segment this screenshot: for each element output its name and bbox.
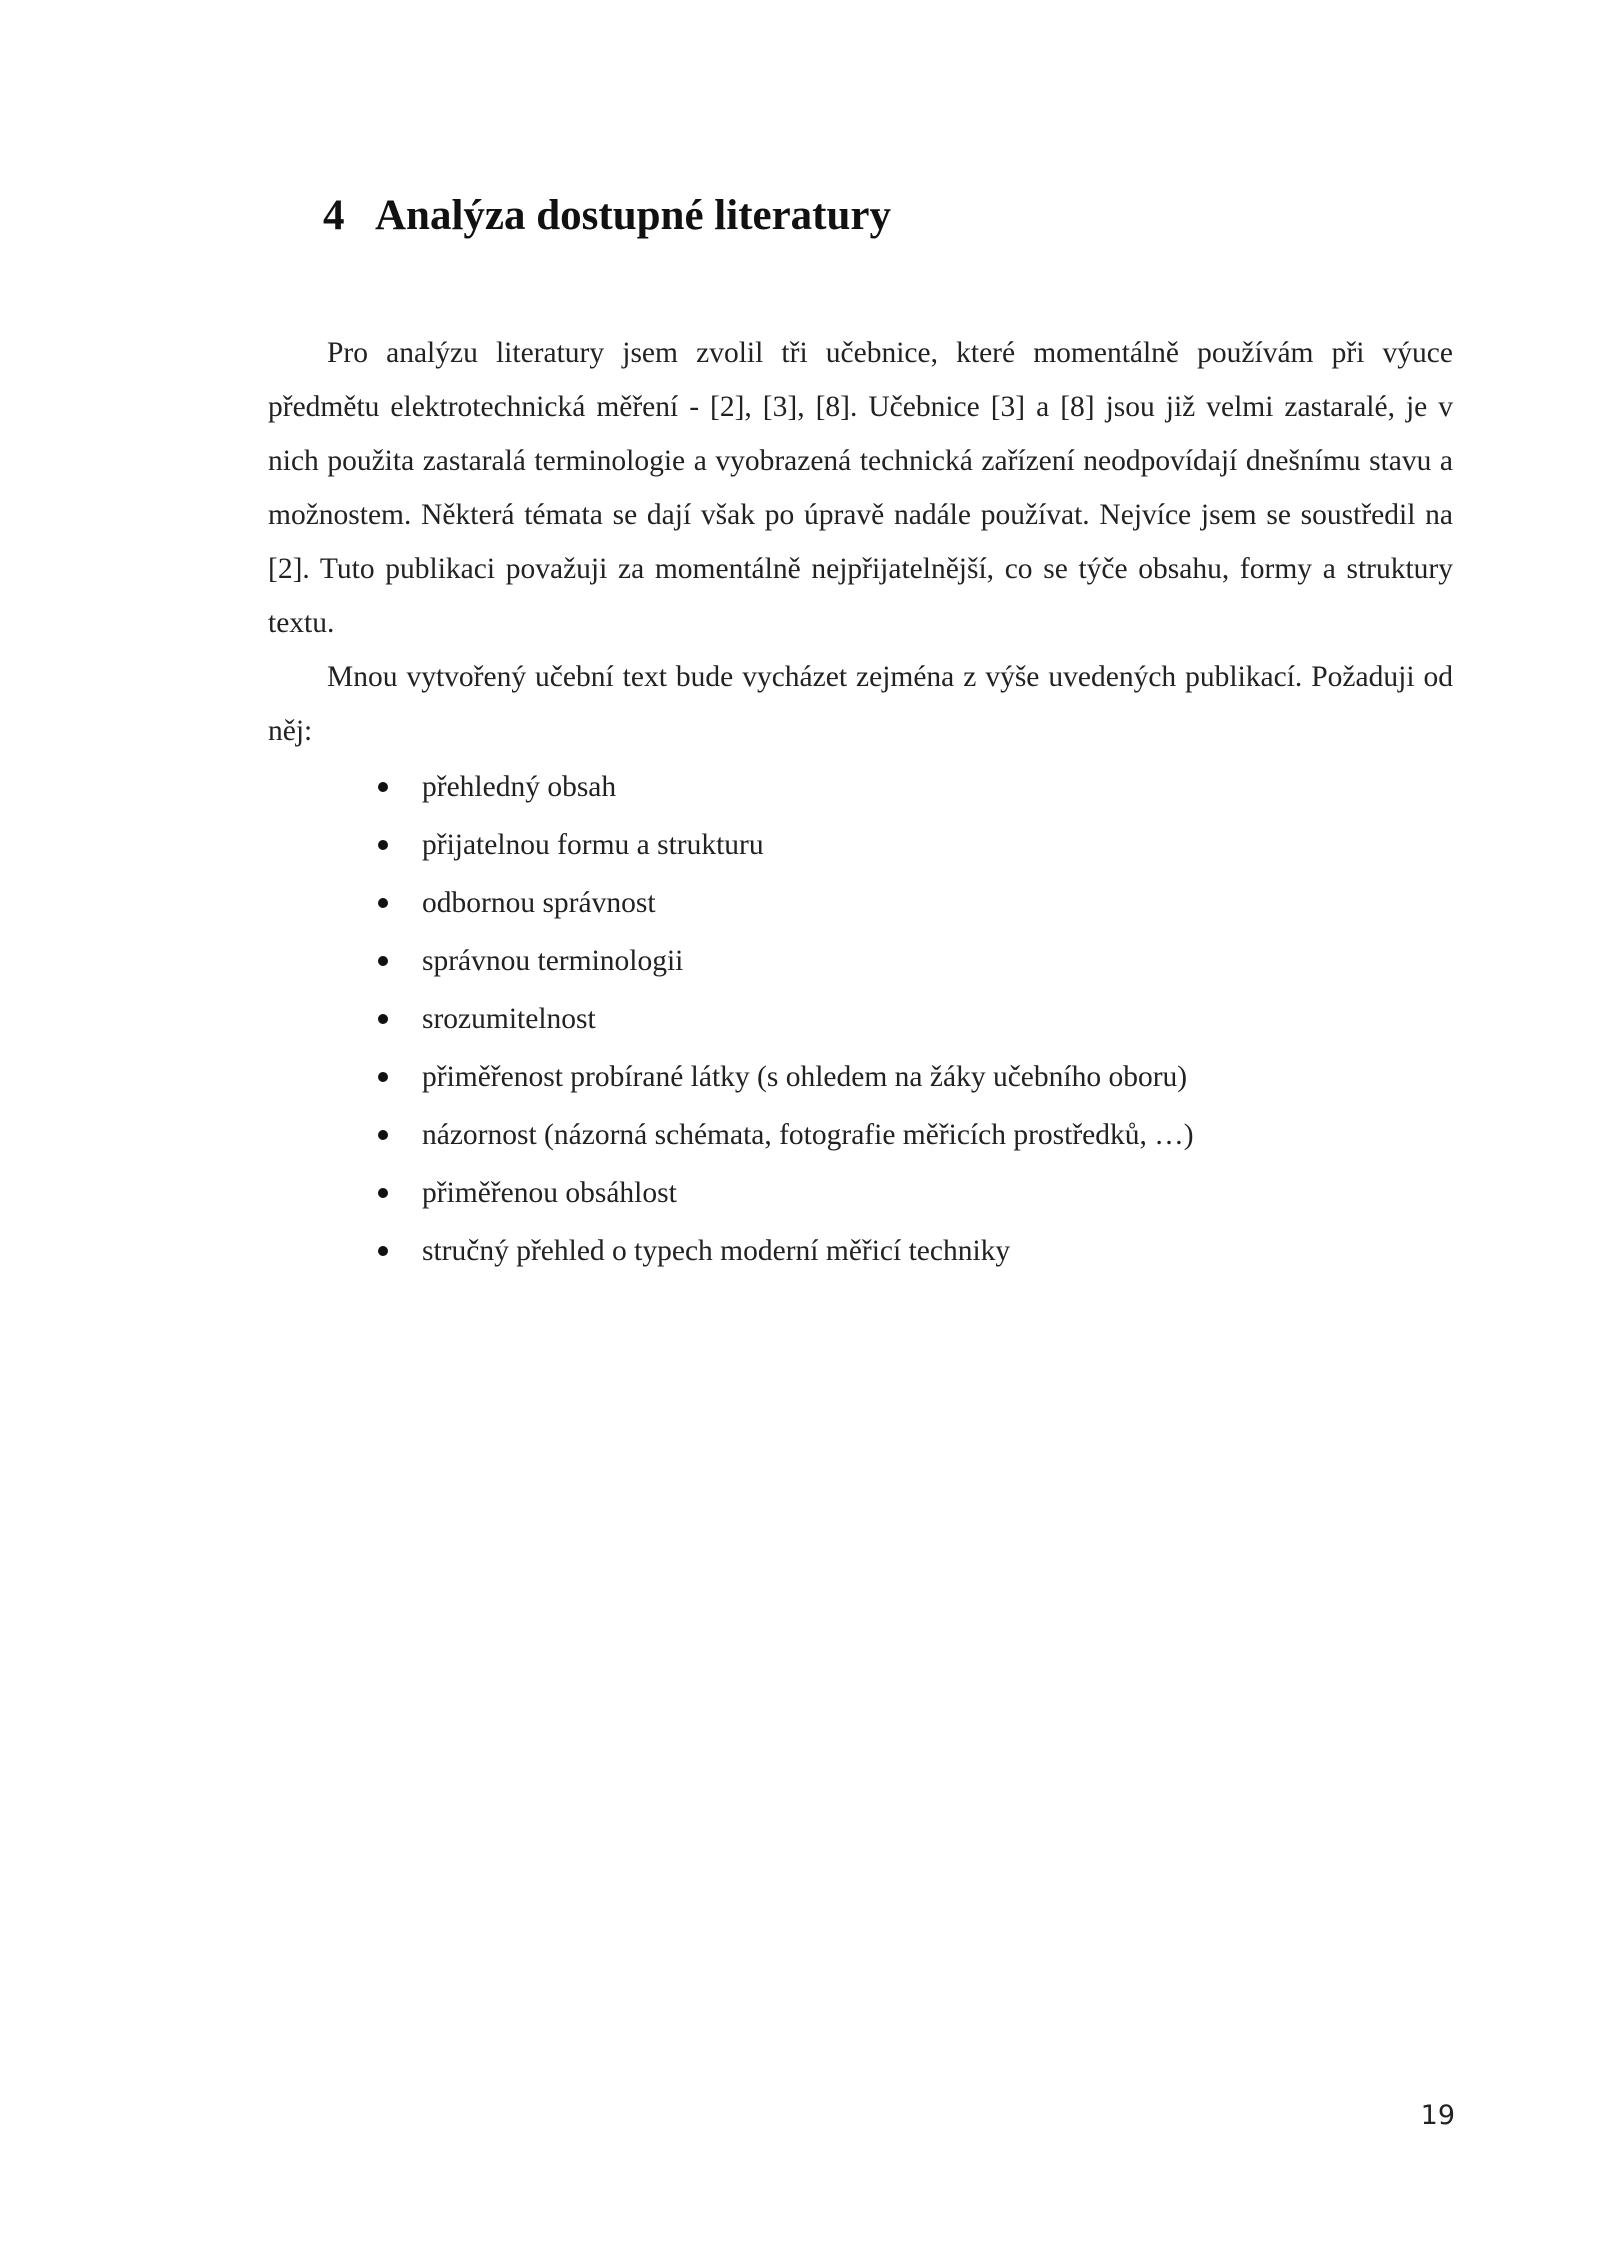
- bullet-icon: [378, 1130, 388, 1140]
- bullet-icon: [378, 1188, 388, 1198]
- list-item: [422, 816, 1453, 874]
- list-item-text: srozumitelnost: [422, 1003, 596, 1035]
- list-item-text: přehledný obsah: [422, 771, 617, 803]
- list-item: [422, 932, 1453, 990]
- body-text: [268, 326, 1453, 1280]
- requirements-list: [268, 758, 1453, 1280]
- bullet-icon: [378, 898, 388, 908]
- list-item: [422, 1222, 1453, 1280]
- list-item-text: stručný přehled o typech moderní měřicí techniky: [422, 1235, 1011, 1267]
- list-item: [422, 1048, 1453, 1106]
- list-item-text: přiměřenou obsáhlost: [422, 1177, 677, 1209]
- bullet-icon: [378, 1014, 388, 1024]
- list-item: [422, 1164, 1453, 1222]
- list-item-text: správnou terminologii: [422, 945, 684, 977]
- bullet-icon: [378, 1246, 388, 1256]
- list-item-text: přiměřenost probírané látky (s ohledem na žáky učebního oboru): [422, 1061, 1188, 1093]
- paragraph-literature-analysis: Pro analýzu literatury jsem zvolil tři učebnice, které momentálně používám při výuce předmětu elektrotechnická měření - [2], [3], [8]. Učebnice [3] a [8] jsou již velmi zastaralé, je v nich použita zastaralá terminologie a vyobrazená technická zařízení neodpovídají dnešnímu stavu a možnostem. Některá témata se dají však po úpravě nadále používat. Nejvíce jsem se soustředil na [2]. Tuto publikaci považuji za momentálně nejpřijatelnější, co se týče obsahu, formy a struktury textu.: [268, 337, 1453, 639]
- paragraph-requirements: Mnou vytvořený učební text bude vycházet zejména z výše uvedených publikací. Požaduji od něj:: [268, 661, 1453, 747]
- list-item-text: přijatelnou formu a strukturu: [422, 829, 764, 861]
- section-heading: [323, 190, 891, 242]
- section-number: 4: [323, 192, 345, 239]
- bullet-icon: [378, 1072, 388, 1082]
- list-item-text: odbornou správnost: [422, 887, 656, 919]
- list-item: [422, 1106, 1453, 1164]
- list-item: [422, 758, 1453, 816]
- bullet-icon: [378, 782, 388, 792]
- bullet-icon: [378, 840, 388, 850]
- section-title: Analýza dostupné literatury: [375, 192, 891, 239]
- list-item-text: názornost (názorná schémata, fotografie měřicích prostředků, …): [422, 1119, 1194, 1151]
- list-item: [422, 874, 1453, 932]
- page-number: 19: [1420, 2100, 1455, 2131]
- bullet-icon: [378, 956, 388, 966]
- list-item: [422, 990, 1453, 1048]
